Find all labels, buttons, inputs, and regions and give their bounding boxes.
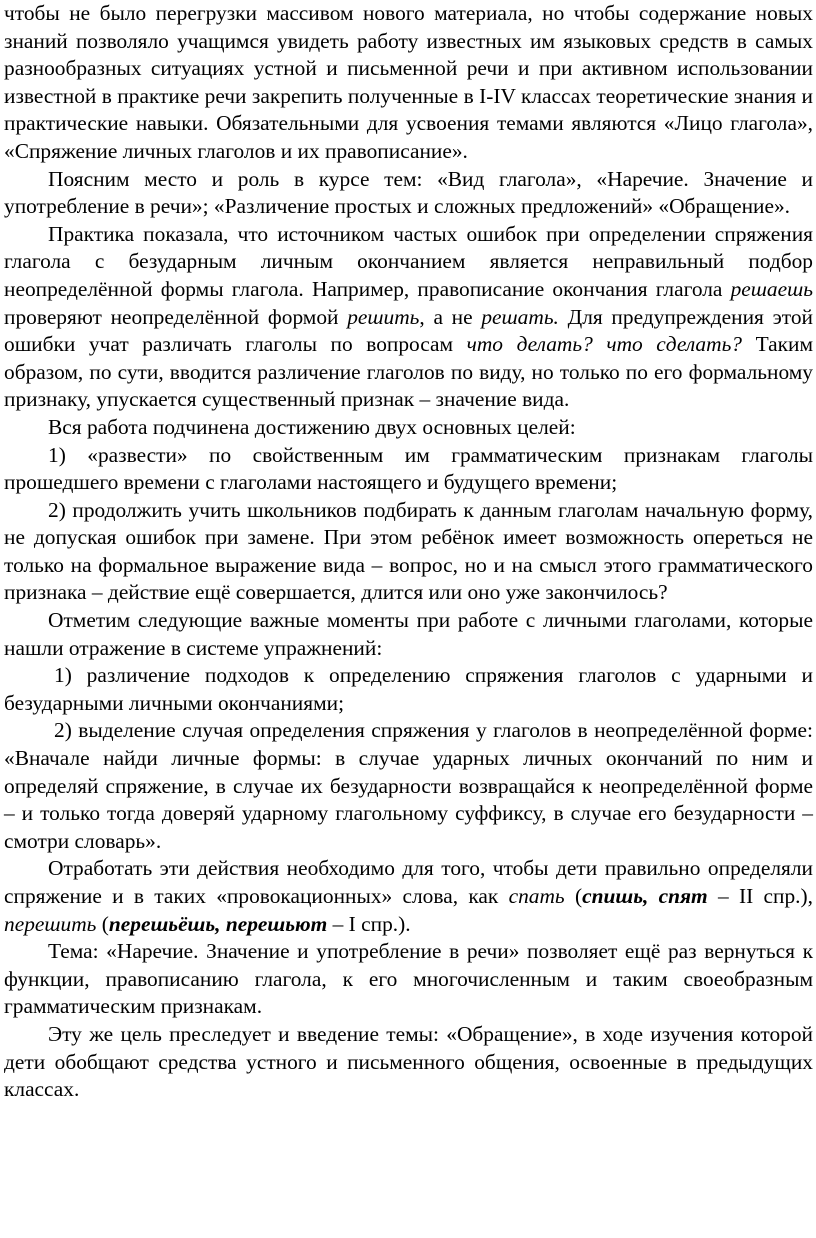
text-segment: (	[96, 911, 109, 936]
paragraph-address-topic: Эту же цель преследует и введение темы: «Обращение», в ходе изучения которой дети обобщают средства устного и письменного общения, освоенные в предыдущих классах.	[4, 1021, 813, 1102]
italic-example-word: решить	[347, 304, 420, 329]
text-segment: Отработать эти действия необходимо для того, чтобы дети правильно определяли спряжение и в таких «провокационных» слова, как	[4, 856, 813, 908]
italic-question: что делать? что сделать?	[466, 332, 743, 357]
bold-italic-forms: спишь, спят	[582, 884, 708, 908]
text-segment: – I спр.).	[327, 911, 411, 936]
paragraph-intro-continuation: чтобы не было перегрузки массивом нового материала, но чтобы содержание новых знаний позволяло учащимся увидеть работу известных им языковых средств в самых разнообразных ситуациях устной и письменной речи и при активном использовании известной в практике речи закрепить полученные в I-IV классах теоретические знания и практические навыки. Обязательными для усвоения темами являются «Лицо глагола», «Спряжение личных глаголов и их правописание».	[4, 1, 813, 163]
paragraph-practice-errors	[4, 221, 813, 414]
paragraph-adverb-topic: Тема: «Наречие. Значение и употребление в речи» позволяет ещё раз вернуться к функции, правописанию глагола, к его многочисленным и таким своеобразным грамматическим признакам.	[4, 939, 813, 1019]
italic-example-word: решать.	[481, 304, 559, 329]
text-segment: проверяют неопределённой формой	[4, 304, 348, 329]
list-item-goal-1: 1) «развести» по свойственным им грамматическим признакам глаголы прошедшего времени с глаголами настоящего и будущего времени;	[4, 442, 813, 495]
bold-italic-forms: перешьёшь, перешьют	[108, 911, 328, 936]
list-item-goal-2: 2) продолжить учить школьников подбирать к данным глаголам начальную форму, не допуская ошибок при замене. При этом ребёнок имеет возможность опереться не только на формальное выражение вида – вопрос, но и на смысл этого грамматического признака – действие ещё совершается, длится или оно уже закончилось?	[4, 497, 813, 605]
text-segment: – II спр.),	[707, 884, 813, 908]
paragraph-important-moments: Отметим следующие важные моменты при работе с личными глаголами, которые нашли отражение в системе упражнений:	[4, 608, 813, 660]
list-item-moment-1: 1) различение подходов к определению спряжения глаголов с ударными и безударными личными окончаниями;	[4, 663, 813, 715]
paragraph-provocative-words	[4, 855, 813, 938]
italic-example-word: решаешь	[730, 276, 813, 301]
text-segment: , а не	[419, 304, 482, 329]
text-segment: Таким образом, по сути, вводится различение глаголов по виду, но только по его формальному признаку, упускается существенный признак – значение вида.	[4, 332, 814, 412]
list-item-moment-2: 2) выделение случая определения спряжения у глаголов в неопределённой форме: «Вначале найди личные формы: в случае ударных личных окончаний по ним и определяй спряжение, в случае их безударности возвращайся к неопределённой форме – и только тогда доверяй ударному глагольному суффиксу, в случае его безударности – смотри словарь».	[4, 718, 813, 853]
text-segment: (	[564, 884, 583, 908]
text-segment: Практика показала, что источником частых ошибок при определении спряжения глагола с безударным личным окончанием является неправильный подбор неопределённой формы глагола. Например, правописание окончания глагола	[4, 221, 813, 301]
paragraph-topics-role: Поясним место и роль в курсе тем: «Вид глагола», «Наречие. Значение и употребление в речи»; «Различение простых и сложных предложений» «Обращение».	[4, 166, 813, 219]
italic-example-word: спать	[508, 884, 565, 908]
text-segment: Для предупреждения этой ошибки учат различать глаголы по вопросам	[4, 304, 813, 357]
italic-example-word: перешить	[4, 911, 97, 936]
paragraph-two-goals: Вся работа подчинена достижению двух основных целей:	[48, 414, 576, 439]
